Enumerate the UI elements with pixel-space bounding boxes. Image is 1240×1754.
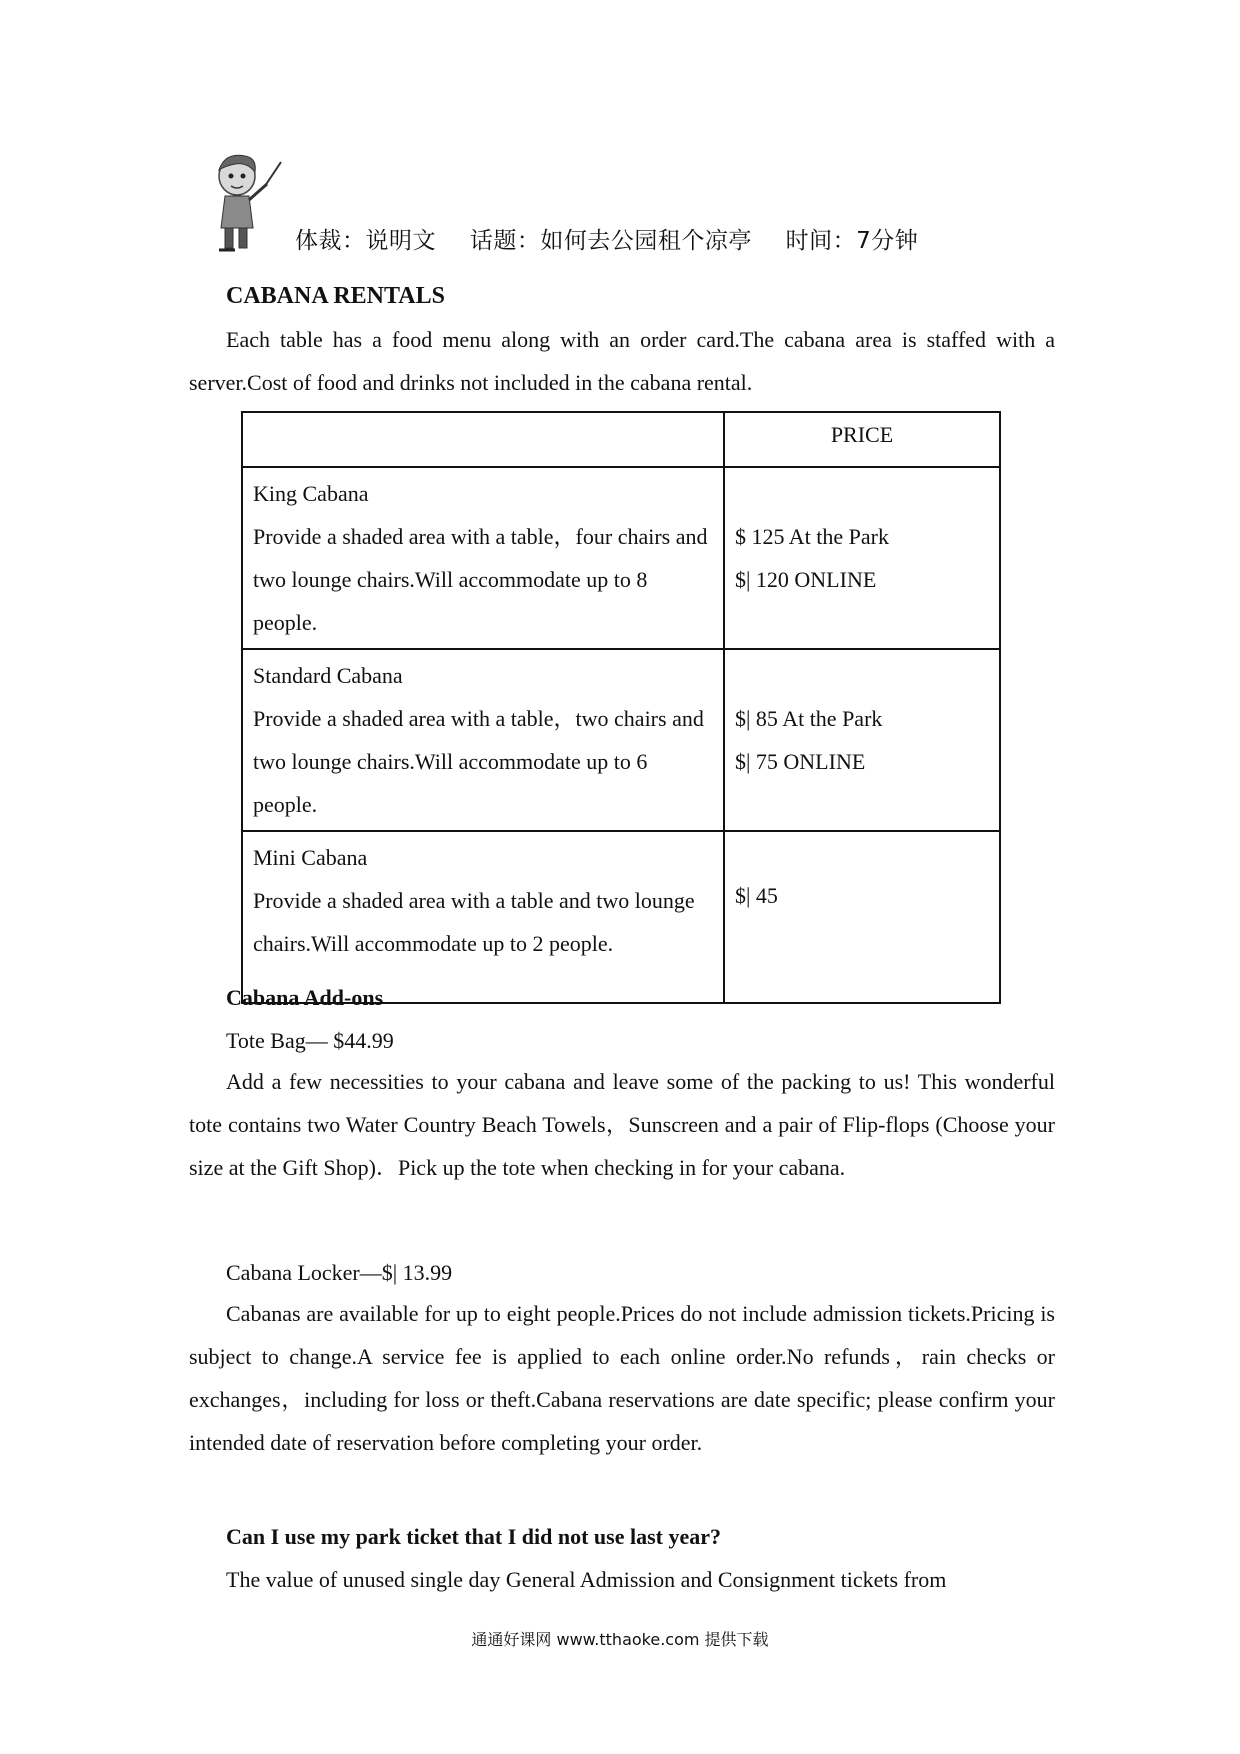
cabana-description: Provide a shaded area with a table，two chairs and two lounge chairs.Will accommodate up to 6 people. [253, 706, 704, 817]
price-cell [724, 649, 1000, 831]
price-online: $| 120 ONLINE [735, 567, 877, 592]
faq-question: Can I use my park ticket that I did not use last year? [226, 1524, 722, 1549]
cabana-description-cell [242, 831, 724, 1003]
teacher-mascot-icon [205, 148, 287, 254]
tote-bag-description: Add a few necessities to your cabana and leave some of the packing to us! This wonderful tote contains two Water Country Beach Towels，Sunscreen and a pair of Flip-flops (Choose your size at the Gift Shop)．Pick up the tote when checking in for your cabana. [189, 1069, 1055, 1180]
cabana-description: Provide a shaded area with a table and two lounge chairs.Will accommodate up to 2 people. [253, 888, 695, 956]
table-row [242, 831, 1000, 1003]
price-at-park: $| 85 At the Park [735, 706, 883, 731]
cabana-name: King Cabana [253, 481, 369, 506]
locker-description: Cabanas are available for up to eight people.Prices do not include admission tickets.Pricing is subject to change.A service fee is applied to each online order.No refunds，rain checks or exchanges，including for loss or theft.Cabana reservations are date specific; please confirm your intended date of reservation before completing your order. [189, 1301, 1055, 1455]
cabana-name: Standard Cabana [253, 663, 403, 688]
table-row [242, 467, 1000, 649]
cabana-description-cell [242, 467, 724, 649]
addons-heading: Cabana Add-ons [226, 985, 384, 1010]
article-title: CABANA RENTALS [226, 283, 445, 309]
cabana-description: Provide a shaded area with a table，four chairs and two lounge chairs.Will accommodate up to 8 people. [253, 524, 708, 635]
price-header: PRICE [724, 412, 1000, 467]
table-row [242, 649, 1000, 831]
genre-label: 体裁：说明文 [295, 228, 436, 254]
price-cell [724, 831, 1000, 1003]
price-at-park: $| 45 [735, 883, 778, 908]
empty-header-cell [242, 412, 724, 467]
table-header-row [242, 412, 1000, 467]
price-at-park: $ 125 At the Park [735, 524, 889, 549]
intro-paragraph: Each table has a food menu along with an order card.The cabana area is staffed with a server.Cost of food and drinks not included in the cabana rental. [189, 327, 1055, 395]
price-online: $| 75 ONLINE [735, 749, 866, 774]
cabana-name: Mini Cabana [253, 845, 368, 870]
cabana-description-cell [242, 649, 724, 831]
cabana-price-table [241, 411, 1001, 1004]
footer-credit: 通通好课网 www.tthaoke.com 提供下载 [471, 1630, 769, 1649]
time-label: 时间：7分钟 [785, 228, 919, 254]
topic-label: 话题：如何去公园租个凉亭 [469, 228, 752, 254]
tote-bag-price: Tote Bag— $44.99 [226, 1028, 394, 1053]
faq-answer: The value of unused single day General Admission and Consignment tickets from [226, 1567, 947, 1592]
exercise-header [295, 222, 944, 255]
locker-price: Cabana Locker—$| 13.99 [226, 1260, 453, 1285]
price-cell [724, 467, 1000, 649]
